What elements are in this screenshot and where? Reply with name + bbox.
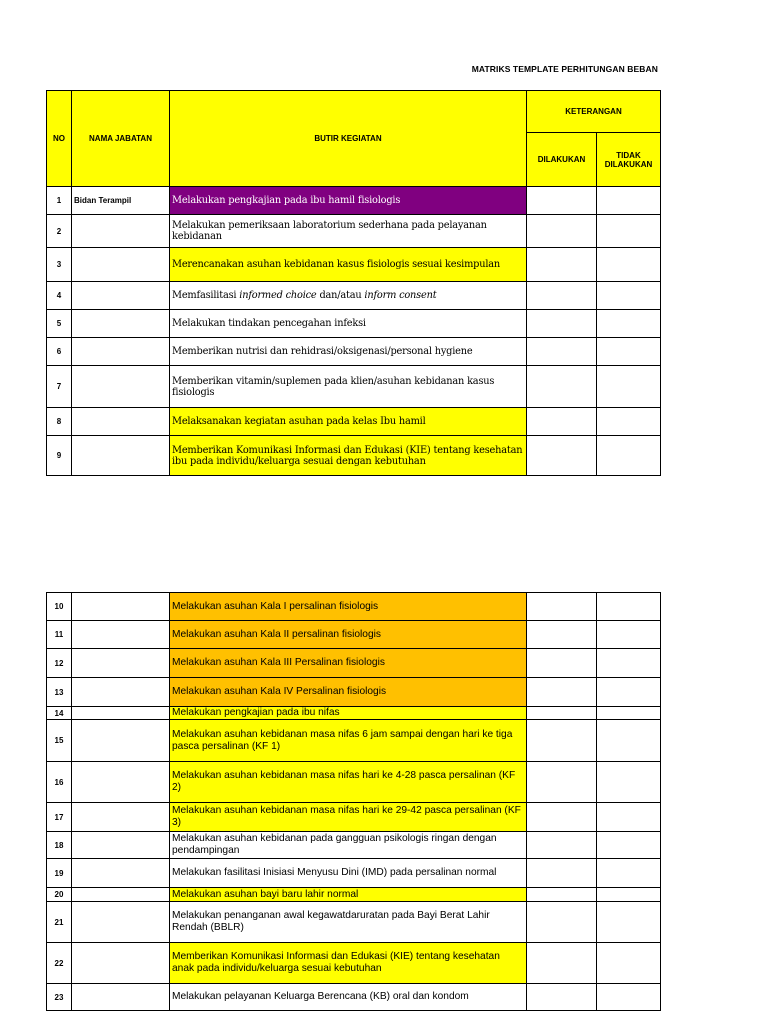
butir-text: Memfasilitasi bbox=[172, 290, 240, 301]
row-tidak-dilakukan-cell[interactable] bbox=[597, 943, 661, 984]
row-tidak-dilakukan-cell[interactable] bbox=[597, 707, 661, 720]
row-butir-kegiatan: Melakukan asuhan kebidanan masa nifas hari ke 4-28 pasca persalinan (KF 2) bbox=[170, 762, 527, 803]
row-butir-kegiatan: Melakukan asuhan Kala II persalinan fisiologis bbox=[170, 621, 527, 649]
row-butir-kegiatan: Melakukan tindakan pencegahan infeksi bbox=[170, 310, 527, 338]
row-butir-kegiatan: Melakukan asuhan kebidanan masa nifas hari ke 29-42 pasca persalinan (KF 3) bbox=[170, 803, 527, 832]
row-nama-jabatan bbox=[72, 621, 170, 649]
row-nama-jabatan bbox=[72, 888, 170, 902]
row-dilakukan-cell[interactable] bbox=[527, 215, 597, 248]
row-tidak-dilakukan-cell[interactable] bbox=[597, 621, 661, 649]
row-dilakukan-cell[interactable] bbox=[527, 678, 597, 707]
butir-italic-text: inform consent bbox=[364, 290, 437, 301]
table-row bbox=[47, 621, 661, 649]
table-row bbox=[47, 649, 661, 678]
row-butir-kegiatan: Melakukan pelayanan Keluarga Berencana (KB) oral dan kondom bbox=[170, 984, 527, 1011]
row-tidak-dilakukan-cell[interactable] bbox=[597, 678, 661, 707]
table-row bbox=[47, 338, 661, 366]
row-tidak-dilakukan-cell[interactable] bbox=[597, 649, 661, 678]
row-tidak-dilakukan-cell[interactable] bbox=[597, 282, 661, 310]
row-tidak-dilakukan-cell[interactable] bbox=[597, 888, 661, 902]
row-number: 20 bbox=[47, 888, 72, 902]
row-number: 7 bbox=[47, 366, 72, 408]
table-row bbox=[47, 678, 661, 707]
row-number: 22 bbox=[47, 943, 72, 984]
row-dilakukan-cell[interactable] bbox=[527, 943, 597, 984]
row-dilakukan-cell[interactable] bbox=[527, 310, 597, 338]
butir-text: dan/atau bbox=[316, 290, 365, 301]
row-nama-jabatan bbox=[72, 720, 170, 762]
row-number: 2 bbox=[47, 215, 72, 248]
row-tidak-dilakukan-cell[interactable] bbox=[597, 338, 661, 366]
row-tidak-dilakukan-cell[interactable] bbox=[597, 902, 661, 943]
row-nama-jabatan bbox=[72, 943, 170, 984]
row-dilakukan-cell[interactable] bbox=[527, 593, 597, 621]
row-number: 9 bbox=[47, 436, 72, 476]
row-tidak-dilakukan-cell[interactable] bbox=[597, 248, 661, 282]
row-dilakukan-cell[interactable] bbox=[527, 366, 597, 408]
row-butir-kegiatan: Melakukan asuhan Kala I persalinan fisiologis bbox=[170, 593, 527, 621]
table-row bbox=[47, 408, 661, 436]
row-nama-jabatan bbox=[72, 902, 170, 943]
table-row bbox=[47, 943, 661, 984]
row-butir-kegiatan: Merencanakan asuhan kebidanan kasus fisiologis sesuai kesimpulan bbox=[170, 248, 527, 282]
row-number: 21 bbox=[47, 902, 72, 943]
row-number: 6 bbox=[47, 338, 72, 366]
row-number: 10 bbox=[47, 593, 72, 621]
row-number: 3 bbox=[47, 248, 72, 282]
row-dilakukan-cell[interactable] bbox=[527, 803, 597, 832]
table-row bbox=[47, 248, 661, 282]
row-nama-jabatan bbox=[72, 803, 170, 832]
row-tidak-dilakukan-cell[interactable] bbox=[597, 859, 661, 888]
row-number: 19 bbox=[47, 859, 72, 888]
row-nama-jabatan bbox=[72, 282, 170, 310]
row-number: 8 bbox=[47, 408, 72, 436]
row-dilakukan-cell[interactable] bbox=[527, 859, 597, 888]
row-dilakukan-cell[interactable] bbox=[527, 248, 597, 282]
table-row bbox=[47, 215, 661, 248]
header-nama-jabatan: NAMA JABATAN bbox=[72, 91, 170, 187]
header-no: NO bbox=[47, 91, 72, 187]
table-row bbox=[47, 593, 661, 621]
row-number: 17 bbox=[47, 803, 72, 832]
row-dilakukan-cell[interactable] bbox=[527, 436, 597, 476]
row-butir-kegiatan: Memberikan nutrisi dan rehidrasi/oksigenasi/personal hygiene bbox=[170, 338, 527, 366]
activity-table-1 bbox=[46, 90, 661, 476]
row-number: 1 bbox=[47, 187, 72, 215]
table-row bbox=[47, 832, 661, 859]
table-row bbox=[47, 187, 661, 215]
row-nama-jabatan bbox=[72, 366, 170, 408]
table-row bbox=[47, 902, 661, 943]
row-tidak-dilakukan-cell[interactable] bbox=[597, 720, 661, 762]
row-tidak-dilakukan-cell[interactable] bbox=[597, 436, 661, 476]
row-butir-kegiatan: Memberikan vitamin/suplemen pada klien/asuhan kebidanan kasus fisiologis bbox=[170, 366, 527, 408]
row-nama-jabatan bbox=[72, 248, 170, 282]
row-nama-jabatan bbox=[72, 649, 170, 678]
row-tidak-dilakukan-cell[interactable] bbox=[597, 310, 661, 338]
row-tidak-dilakukan-cell[interactable] bbox=[597, 984, 661, 1011]
row-tidak-dilakukan-cell[interactable] bbox=[597, 762, 661, 803]
row-butir-kegiatan: Melakukan fasilitasi Inisiasi Menyusu Dini (IMD) pada persalinan normal bbox=[170, 859, 527, 888]
row-nama-jabatan bbox=[72, 984, 170, 1011]
table-row bbox=[47, 859, 661, 888]
row-dilakukan-cell[interactable] bbox=[527, 707, 597, 720]
row-tidak-dilakukan-cell[interactable] bbox=[597, 803, 661, 832]
table-row bbox=[47, 762, 661, 803]
header-dilakukan: DILAKUKAN bbox=[527, 133, 597, 187]
table-row bbox=[47, 310, 661, 338]
row-butir-kegiatan: Melakukan penanganan awal kegawatdaruratan pada Bayi Berat Lahir Rendah (BBLR) bbox=[170, 902, 527, 943]
row-nama-jabatan bbox=[72, 707, 170, 720]
row-tidak-dilakukan-cell[interactable] bbox=[597, 187, 661, 215]
row-dilakukan-cell[interactable] bbox=[527, 720, 597, 762]
row-butir-kegiatan: Memberikan Komunikasi Informasi dan Edukasi (KIE) tentang kesehatan ibu pada individu/keluarga sesuai dengan kebutuhan bbox=[170, 436, 527, 476]
row-number: 11 bbox=[47, 621, 72, 649]
row-number: 15 bbox=[47, 720, 72, 762]
row-nama-jabatan: Bidan Terampil bbox=[72, 187, 170, 215]
activity-table-2 bbox=[46, 592, 661, 1011]
row-nama-jabatan bbox=[72, 678, 170, 707]
row-dilakukan-cell[interactable] bbox=[527, 888, 597, 902]
row-tidak-dilakukan-cell[interactable] bbox=[597, 408, 661, 436]
row-butir-kegiatan: Melakukan asuhan Kala IV Persalinan fisiologis bbox=[170, 678, 527, 707]
row-number: 14 bbox=[47, 707, 72, 720]
row-butir-kegiatan: Melakukan asuhan kebidanan masa nifas 6 jam sampai dengan hari ke tiga pasca persalinan (KF 1) bbox=[170, 720, 527, 762]
row-nama-jabatan bbox=[72, 832, 170, 859]
row-butir-kegiatan bbox=[170, 282, 527, 310]
row-dilakukan-cell[interactable] bbox=[527, 408, 597, 436]
row-tidak-dilakukan-cell[interactable] bbox=[597, 593, 661, 621]
row-dilakukan-cell[interactable] bbox=[527, 762, 597, 803]
row-number: 4 bbox=[47, 282, 72, 310]
table-row bbox=[47, 888, 661, 902]
row-nama-jabatan bbox=[72, 338, 170, 366]
document-title: MATRIKS TEMPLATE PERHITUNGAN BEBAN bbox=[471, 64, 658, 74]
row-butir-kegiatan: Melakukan pemeriksaan laboratorium sederhana pada pelayanan kebidanan bbox=[170, 215, 527, 248]
row-tidak-dilakukan-cell[interactable] bbox=[597, 832, 661, 859]
table-row bbox=[47, 984, 661, 1011]
row-dilakukan-cell[interactable] bbox=[527, 984, 597, 1011]
row-dilakukan-cell[interactable] bbox=[527, 649, 597, 678]
row-nama-jabatan bbox=[72, 215, 170, 248]
row-number: 23 bbox=[47, 984, 72, 1011]
table-row bbox=[47, 803, 661, 832]
row-dilakukan-cell[interactable] bbox=[527, 621, 597, 649]
table-row bbox=[47, 720, 661, 762]
table-row bbox=[47, 366, 661, 408]
header-keterangan: KETERANGAN bbox=[527, 91, 661, 133]
header-butir-kegiatan: BUTIR KEGIATAN bbox=[170, 91, 527, 187]
row-nama-jabatan bbox=[72, 436, 170, 476]
row-number: 16 bbox=[47, 762, 72, 803]
row-number: 18 bbox=[47, 832, 72, 859]
row-tidak-dilakukan-cell[interactable] bbox=[597, 215, 661, 248]
row-number: 5 bbox=[47, 310, 72, 338]
row-dilakukan-cell[interactable] bbox=[527, 338, 597, 366]
row-butir-kegiatan: Melaksanakan kegiatan asuhan pada kelas Ibu hamil bbox=[170, 408, 527, 436]
row-number: 12 bbox=[47, 649, 72, 678]
row-dilakukan-cell[interactable] bbox=[527, 187, 597, 215]
row-butir-kegiatan: Memberikan Komunikasi Informasi dan Edukasi (KIE) tentang kesehatan anak pada individu/keluarga sesuai kebutuhan bbox=[170, 943, 527, 984]
table-row bbox=[47, 282, 661, 310]
row-tidak-dilakukan-cell[interactable] bbox=[597, 366, 661, 408]
table-row bbox=[47, 436, 661, 476]
row-butir-kegiatan: Melakukan asuhan bayi baru lahir normal bbox=[170, 888, 527, 902]
row-butir-kegiatan: Melakukan asuhan kebidanan pada gangguan psikologis ringan dengan pendampingan bbox=[170, 832, 527, 859]
row-butir-kegiatan: Melakukan pengkajian pada ibu hamil fisiologis bbox=[170, 187, 527, 215]
row-butir-kegiatan: Melakukan asuhan Kala III Persalinan fisiologis bbox=[170, 649, 527, 678]
header-tidak-dilakukan: TIDAK DILAKUKAN bbox=[597, 133, 661, 187]
row-nama-jabatan bbox=[72, 593, 170, 621]
row-dilakukan-cell[interactable] bbox=[527, 282, 597, 310]
table-row bbox=[47, 707, 661, 720]
row-dilakukan-cell[interactable] bbox=[527, 902, 597, 943]
row-nama-jabatan bbox=[72, 762, 170, 803]
row-nama-jabatan bbox=[72, 408, 170, 436]
butir-italic-text: informed choice bbox=[239, 290, 317, 301]
row-nama-jabatan bbox=[72, 310, 170, 338]
row-butir-kegiatan: Melakukan pengkajian pada ibu nifas bbox=[170, 707, 527, 720]
row-nama-jabatan bbox=[72, 859, 170, 888]
row-number: 13 bbox=[47, 678, 72, 707]
row-dilakukan-cell[interactable] bbox=[527, 832, 597, 859]
